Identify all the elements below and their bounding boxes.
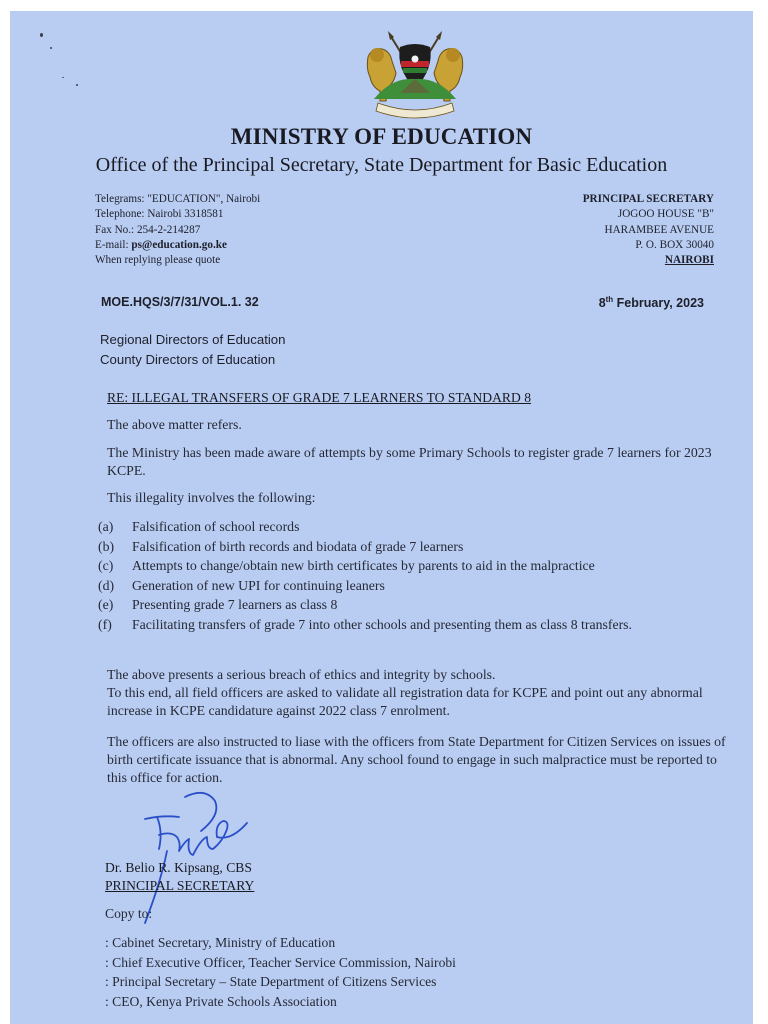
list-item [98, 595, 723, 615]
paragraph-line: To this end, all field officers are asked to validate all registration data for KCPE and point out any abnormal increase in KCPE candidature against 2022 class 7 enrolment. [107, 685, 703, 718]
address-building: JOGOO HOUSE "B" [617, 208, 714, 221]
ministry-title: MINISTRY OF EDUCATION [230, 124, 533, 149]
address-box: P. O. BOX 30040 [635, 238, 714, 251]
list-marker: (d) [98, 577, 115, 593]
coat-of-arms-icon [360, 27, 470, 119]
scan-speck [76, 84, 78, 86]
copy-to-item: : CEO, Kenya Private Schools Association [105, 993, 337, 1009]
list-text: Falsification of school records [132, 519, 300, 534]
subject-line: RE: ILLEGAL TRANSFERS OF GRADE 7 LEARNERS TO STANDARD 8 [107, 390, 532, 405]
list-text: Attempts to change/obtain new birth certificates by parents to aid in the malpractice [132, 558, 595, 573]
contact-details-right [583, 192, 714, 268]
paragraph-line: The above presents a serious breach of ethics and integrity by schools. [107, 667, 496, 682]
list-marker: (a) [98, 519, 114, 534]
list-text: Falsification of birth records and biodata of grade 7 learners [132, 538, 464, 554]
date-suffix: th [605, 295, 614, 304]
date-day: 8 [598, 296, 606, 311]
copy-to-item: : Principal Secretary – State Department of Citizens Services [105, 974, 437, 989]
fax-line: Fax No.: 254-2-214287 [95, 223, 201, 236]
telephone-line: Telephone: Nairobi 3318581 [95, 208, 224, 221]
email-label: E-mail: [95, 238, 132, 251]
copy-to-list [105, 933, 456, 1011]
email-line [95, 238, 260, 253]
recipient-line: Regional Directors of Education [100, 332, 286, 347]
paragraph: The above matter refers. [107, 417, 242, 432]
address-street: HARAMBEE AVENUE [604, 223, 714, 236]
scan-speck [50, 47, 52, 49]
list-item [98, 576, 723, 596]
paragraph: This illegality involves the following: [107, 490, 316, 505]
malpractice-list [98, 517, 723, 634]
quote-line: When replying please quote [95, 254, 221, 267]
date-rest: February, 2023 [613, 296, 704, 311]
address-city: NAIROBI [664, 254, 714, 267]
signatory [105, 859, 254, 895]
copy-to-label: Copy to: [105, 906, 153, 921]
letter-page [10, 11, 753, 1024]
list-item [98, 537, 723, 557]
letter-date [599, 295, 704, 310]
copy-to-item: : Cabinet Secretary, Ministry of Education [105, 935, 336, 950]
reference-number: MOE.HQS/3/7/31/VOL.1. 32 [101, 295, 259, 309]
paragraph: The officers are also instructed to liase with the officers from State Department for Citizen Services on issues of birth certificate issuance that is abnormal. Any school found to engage in such malpractice must be reported to this office for action. [107, 734, 726, 785]
list-marker: (b) [98, 538, 115, 554]
list-marker: (c) [98, 558, 114, 573]
list-item [98, 615, 723, 635]
scan-speck [62, 77, 64, 78]
list-item [98, 517, 723, 537]
signatory-title: PRINCIPAL SECRETARY [105, 878, 255, 893]
copy-to-item: : Chief Executive Officer, Teacher Service Commission, Nairobi [105, 954, 456, 970]
list-marker: (f) [98, 616, 112, 632]
contact-details-left [95, 192, 260, 268]
email-address: ps@education.go.ke [131, 238, 227, 251]
signatory-name: Dr. Belio R. Kipsang, CBS [105, 860, 252, 875]
list-text: Presenting grade 7 learners as class 8 [132, 597, 338, 612]
list-text: Generation of new UPI for continuing leaners [132, 577, 385, 593]
telegrams-line: Telegrams: "EDUCATION", Nairobi [95, 193, 261, 205]
office-subtitle: Office of the Principal Secretary, State Department for Basic Education [95, 154, 668, 176]
scan-speck [40, 33, 43, 37]
list-text: Facilitating transfers of grade 7 into other schools and presenting them as class 8 transfers. [132, 616, 633, 632]
recipients [100, 330, 285, 370]
address-title: PRINCIPAL SECRETARY [582, 193, 714, 205]
paragraph [107, 666, 727, 720]
recipient-line: County Directors of Education [100, 352, 276, 367]
paragraph: The Ministry has been made aware of attempts by some Primary Schools to register grade 7 learners for 2023 KCPE. [107, 445, 712, 478]
list-marker: (e) [98, 597, 114, 612]
list-item [98, 556, 723, 576]
